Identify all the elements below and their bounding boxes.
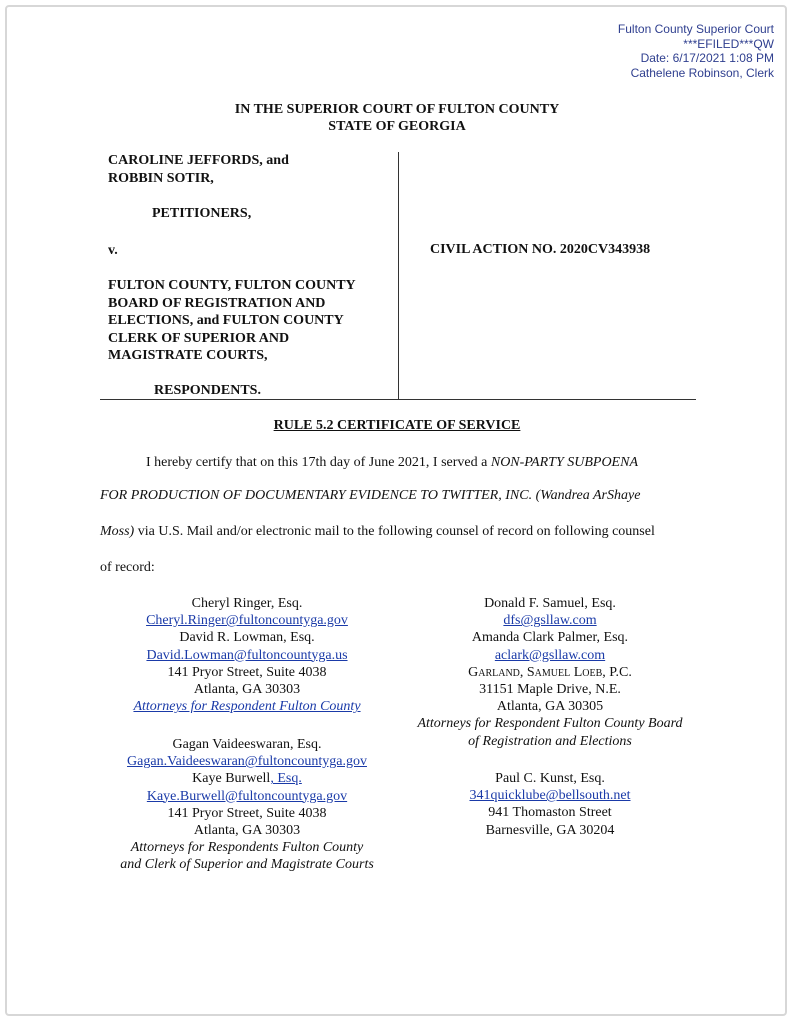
- counsel-name: Amanda Clark Palmer, Esq.: [471, 630, 629, 646]
- counsel-role: and Clerk of Superior and Magistrate Courts: [120, 857, 374, 873]
- petitioners-line-1: CAROLINE JEFFORDS, and: [108, 153, 289, 168]
- stamp-date: Date: 6/17/2021 1:08 PM: [640, 51, 774, 65]
- counsel-address: 141 Pryor Street, Suite 4038: [167, 805, 327, 821]
- counsel-address: Atlanta, GA 30303: [193, 682, 301, 698]
- certificate-line-3: [100, 524, 655, 540]
- respondents: [108, 277, 356, 365]
- counsel-role: Attorneys for Respondent Fulton County: [133, 699, 361, 715]
- certificate-title: RULE 5.2 CERTIFICATE OF SERVICE: [273, 418, 521, 433]
- counsel-address: Barnesville, GA 30204: [485, 822, 615, 838]
- email-link[interactable]: dfs@gsllaw.com: [503, 613, 597, 629]
- counsel-address: 141 Pryor Street, Suite 4038: [167, 664, 327, 680]
- counsel-name: Gagan Vaideeswaran, Esq.: [172, 737, 322, 752]
- counsel-left-block-1: [105, 595, 389, 715]
- counsel-right-block-1: [400, 595, 700, 750]
- respondents-line-3: ELECTIONS, and FULTON COUNTY: [108, 313, 344, 328]
- counsel-address: 31151 Maple Drive, N.E.: [479, 682, 621, 698]
- counsel-address: 941 Thomaston Street: [488, 805, 612, 821]
- email-link[interactable]: David.Lowman@fultoncountyga.us: [146, 647, 348, 663]
- counsel-right-block-2: [400, 770, 700, 839]
- caption-divider-vertical: [398, 152, 399, 399]
- caption-divider-horizontal: [100, 399, 696, 400]
- law-firm: Garland, Samuel Loeb, P.C.: [468, 664, 632, 680]
- counsel-left-block-2: [105, 736, 389, 874]
- civil-action-number: CIVIL ACTION NO. 2020CV343938: [430, 242, 651, 257]
- petitioners-line-2: ROBBIN SOTIR,: [108, 170, 214, 186]
- respondents-line-4: CLERK OF SUPERIOR AND: [108, 330, 290, 346]
- versus: v.: [108, 243, 118, 258]
- stamp-efiled: ***EFILED***QW: [683, 36, 774, 51]
- counsel-role: of Registration and Elections: [468, 733, 632, 749]
- certificate-text: via U.S. Mail and/or electronic mail to the following counsel of record on following counsel: [134, 524, 655, 539]
- certificate-line-2: FOR PRODUCTION OF DOCUMENTARY EVIDENCE TO TWITTER, INC. (Wandrea ArShaye: [100, 488, 641, 503]
- stamp-court: Fulton County Superior Court: [617, 22, 774, 36]
- petitioners: [108, 152, 289, 187]
- certificate-line-4: of record:: [100, 560, 155, 575]
- counsel-name: [105, 770, 389, 787]
- email-link[interactable]: Kaye.Burwell@fultoncountyga.gov: [146, 788, 348, 804]
- stamp-clerk: Cathelene Robinson, Clerk: [630, 65, 774, 80]
- counsel-name: Donald F. Samuel, Esq.: [484, 596, 616, 611]
- counsel-suffix: , Esq.: [270, 771, 302, 787]
- court-name: IN THE SUPERIOR COURT OF FULTON COUNTY: [234, 102, 560, 117]
- email-link[interactable]: 341quicklube@bellsouth.net: [469, 788, 631, 804]
- email-link[interactable]: aclark@gsllaw.com: [494, 647, 606, 663]
- email-link[interactable]: Cheryl.Ringer@fultoncountyga.gov: [146, 613, 348, 629]
- subpoena-title: NON-PARTY SUBPOENA: [490, 455, 638, 470]
- email-link[interactable]: Gagan.Vaideeswaran@fultoncountyga.gov: [127, 754, 367, 770]
- counsel-role: Attorneys for Respondents Fulton County: [130, 840, 364, 856]
- respondents-line-2: BOARD OF REGISTRATION AND: [108, 295, 326, 311]
- respondents-label: RESPONDENTS.: [154, 383, 261, 398]
- counsel-name: David R. Lowman, Esq.: [179, 630, 315, 646]
- court-state: STATE OF GEORGIA: [328, 119, 466, 134]
- counsel-address: Atlanta, GA 30305: [496, 699, 604, 715]
- counsel-name: Cheryl Ringer, Esq.: [191, 596, 303, 611]
- witness-name: Moss): [100, 524, 135, 539]
- petitioners-label: PETITIONERS,: [152, 206, 252, 221]
- respondents-line-5: MAGISTRATE COURTS,: [108, 348, 268, 363]
- counsel-name: Paul C. Kunst, Esq.: [495, 771, 605, 786]
- counsel-role: Attorneys for Respondent Fulton County Board: [417, 716, 683, 732]
- certificate-text: I hereby certify that on this 17th day of June 2021, I served a: [146, 455, 491, 470]
- court-heading: [0, 101, 794, 135]
- efile-stamp: [618, 22, 774, 80]
- certificate-line-1: [146, 455, 638, 471]
- counsel-name-text: Kaye Burwell: [192, 771, 271, 787]
- counsel-address: Atlanta, GA 30303: [193, 823, 301, 839]
- respondents-line-1: FULTON COUNTY, FULTON COUNTY: [108, 278, 356, 293]
